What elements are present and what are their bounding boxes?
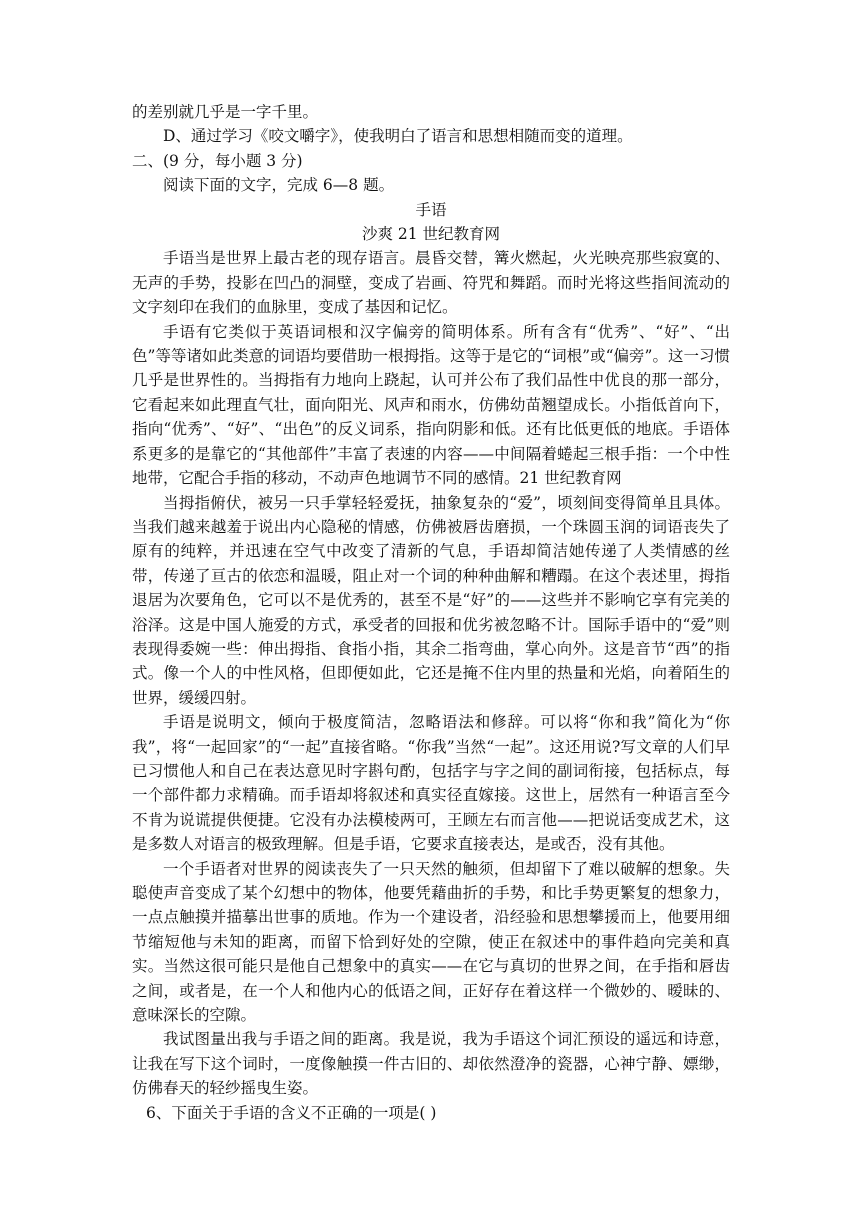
option-d: D、通过学习《咬文嚼字》，使我明白了语言和思想相随而变的道理。 xyxy=(163,127,633,146)
document-page xyxy=(132,100,730,1125)
article-paragraph: 手语当是世界上最古老的现存语言。晨昏交替，篝火燃起，火光映亮那些寂寞的、无声的手势，投影在凹凸的洞壁，变成了岩画、符咒和舞蹈。而时光将这些指间流动的文字刻印在我们的血脉里，变成了基因和记忆。 xyxy=(132,249,730,317)
previous-question-continuation: 的差别就几乎是一字千里。 xyxy=(132,103,319,121)
article-paragraph: 手语是说明文，倾向于极度简洁，忽略语法和修辞。可以将“你和我”简化为“你我”，将“一起回家”的“一起”直接省略。“你我”当然“一起”。这还用说?写文章的人们早已习惯他人和自己在表达意见时字斟句酌，包括字与字之间的副词衔接，包括标点，每一个部件都力求精确。而手语却将叙述和真实径直嫁接。这世上，居然有一种语言至今不肯为说谎提供便捷。它没有办法模棱两可，王顾左右而言他——把说话变成艺术，这是多数人对语言的极致理解。但是手语，它要求直接表达，是或否，没有其他。 xyxy=(132,713,730,854)
article-source: 沙爽 21 世纪教育网 xyxy=(361,225,501,244)
article-title: 手语 xyxy=(415,200,447,219)
article-paragraph: 一个手语者对世界的阅读丧失了一只天然的触须，但却留下了难以破解的想象。失聪使声音变成了某个幻想中的物体，他要凭藉曲折的手势，和比手势更繁复的想象力，一点点触摸并描摹出世事的质地。作为一个建设者，沿经验和思想攀援而上，他要用细节缩短他与未知的距离，而留下恰到好处的空隙，使正在叙述中的事件趋向完美和真实。当然这很可能只是他自己想象中的真实——在它与真切的世界之间，在手指和唇齿之间，或者是，在一个人和他内心的低语之间，正好存在着这样一个微妙的、暧昧的、意味深长的空隙。 xyxy=(132,859,730,1025)
reading-instruction: 阅读下面的文字，完成 6—8 题。 xyxy=(163,176,395,195)
article-paragraph: 我试图量出我与手语之间的距离。我是说，我为手语这个词汇预设的遥远和诗意，让我在写下这个词时，一度像触摸一件古旧的、却依然澄净的瓷器，心神宁静、嫖缈，仿佛春天的轻纱摇曳生姿。 xyxy=(132,1030,730,1098)
question-6: 6、下面关于手语的含义不正确的一项是( ) xyxy=(146,1103,437,1122)
article-paragraph: 手语有它类似于英语词根和汉字偏旁的简明体系。所有含有“优秀”、“好”、“出色”等等诸如此类意的词语均要借助一根拇指。这等于是它的“词根”或“偏旁”。这一习惯几乎是世界性的。当拇指有力地向上跷起，认可并公布了我们品性中优良的那一部分，它看起来如此理直气壮，面向阳光、风声和雨水，仿佛幼苗翘望成长。小指低首向下，指向“优秀”、“好”、“出色”的反义词系，指向阴影和低。还有比低更低的地底。手语体系更多的是靠它的“其他部件”丰富了表速的内容——中间隔着蜷起三根手指：一个中性地带，它配合手指的移动，不动声色地调节不同的感情。21 世纪教育网 xyxy=(132,322,730,488)
section-heading: 二、(9 分，每小题 3 分) xyxy=(132,151,303,170)
article-paragraph: 当拇指俯伏，被另一只手掌轻轻爱抚，抽象复杂的“爱”，顷刻间变得简单且具体。当我们越来越羞于说出内心隐秘的情感，仿佛被唇齿磨损，一个珠圆玉润的词语丧失了原有的纯粹，并迅速在空气中改变了清新的气息，手语却简洁她传递了人类情感的丝带，传递了亘古的依恋和温暖，阻止对一个词的种种曲解和糟蹋。在这个表述里，拇指退居为次要角色，它可以不是优秀的，甚至不是“好”的——这些并不影响它享有完美的浴泽。这是中国人施爱的方式，承受者的回报和优劣被忽略不计。国际手语中的“爱”则表现得委婉一些：伸出拇指、食指小指，其余二指弯曲，掌心向外。这是音节“西”的指式。像一个人的中性风格，但即便如此，它还是掩不住内里的热量和光焰，向着陌生的世界，缓缓四射。 xyxy=(132,493,730,707)
